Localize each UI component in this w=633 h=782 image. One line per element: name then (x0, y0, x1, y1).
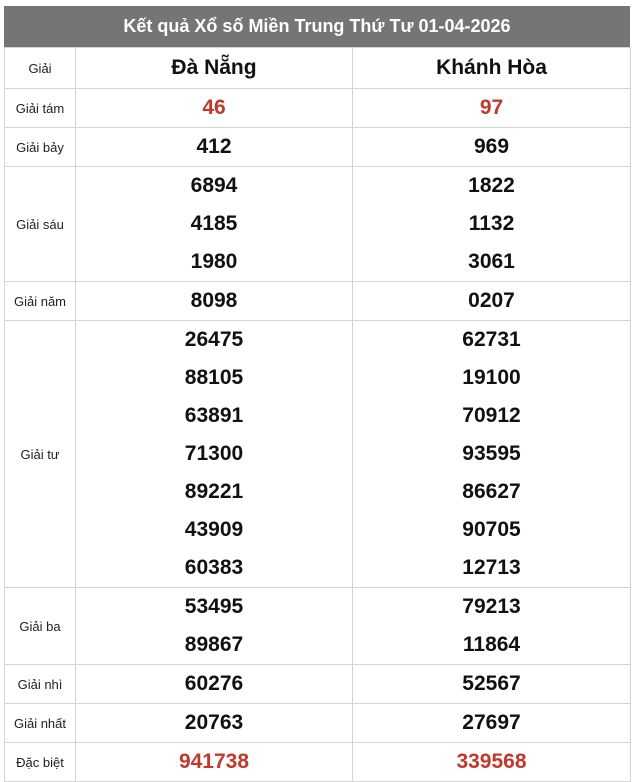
prize-number: 3061 (468, 250, 515, 273)
prize-row (5, 743, 631, 782)
prize-number: 46 (202, 96, 226, 119)
prize-number: 12713 (462, 556, 521, 579)
prize-number: 93595 (462, 442, 521, 465)
da-nang-results-cell (76, 588, 353, 665)
prize-row (5, 167, 631, 282)
da-nang-results-cell (76, 704, 353, 743)
table-header-row (5, 48, 631, 89)
prize-number: 4185 (190, 212, 238, 235)
prize-number: 969 (473, 135, 510, 158)
prize-number: 27697 (462, 711, 521, 734)
prize-number: 89221 (184, 480, 244, 503)
prize-label: Giải tám (5, 89, 76, 128)
prize-row (5, 128, 631, 167)
da-nang-results-cell (76, 282, 353, 321)
prize-number: 53495 (184, 595, 244, 618)
prize-label: Giải ba (5, 588, 76, 665)
prize-row (5, 704, 631, 743)
da-nang-results-cell (76, 128, 353, 167)
prize-number: 43909 (184, 518, 244, 541)
prize-number: 52567 (462, 672, 521, 695)
da-nang-results-cell (76, 89, 353, 128)
results-body (5, 89, 631, 782)
prize-number: 1822 (468, 174, 515, 197)
khanh-hoa-results-cell (353, 321, 631, 588)
prize-label: Giải tư (5, 321, 76, 588)
prize-number: 0207 (468, 289, 515, 312)
prize-number: 60276 (184, 672, 244, 695)
results-panel (4, 6, 630, 782)
prize-number: 1132 (468, 212, 515, 235)
prize-number: 19100 (462, 366, 521, 389)
prize-number: 26475 (184, 328, 244, 351)
prize-number: 339568 (456, 750, 527, 773)
prize-column-header: Giải (5, 48, 76, 89)
prize-number: 89867 (184, 633, 244, 656)
prize-number: 412 (196, 135, 232, 158)
prize-label: Giải bảy (5, 128, 76, 167)
prize-number: 79213 (462, 595, 521, 618)
khanh-hoa-results-cell (353, 588, 631, 665)
khanh-hoa-results-cell (353, 282, 631, 321)
prize-number: 6894 (190, 174, 238, 197)
prize-row (5, 665, 631, 704)
da-nang-results-cell (76, 665, 353, 704)
prize-number: 71300 (184, 442, 244, 465)
prize-label: Giải năm (5, 282, 76, 321)
prize-number: 90705 (462, 518, 521, 541)
khanh-hoa-results-cell (353, 128, 631, 167)
da-nang-results-cell (76, 743, 353, 782)
prize-number: 86627 (462, 480, 521, 503)
khanh-hoa-results-cell (353, 167, 631, 282)
prize-label: Giải nhất (5, 704, 76, 743)
prize-label: Đặc biệt (5, 743, 76, 782)
results-table (4, 47, 631, 782)
prize-number: 60383 (184, 556, 244, 579)
results-title: Kết quả Xổ số Miền Trung Thứ Tư 01-04-2026 (4, 6, 630, 47)
khanh-hoa-results-cell (353, 665, 631, 704)
khanh-hoa-results-cell (353, 89, 631, 128)
prize-number: 88105 (184, 366, 244, 389)
khanh-hoa-results-cell (353, 743, 631, 782)
prize-number: 8098 (190, 289, 238, 312)
province-header-da-nang: Đà Nẵng (76, 48, 353, 89)
prize-row (5, 321, 631, 588)
prize-number: 11864 (462, 633, 521, 656)
prize-number: 97 (479, 96, 504, 119)
prize-number: 1980 (190, 250, 238, 273)
prize-number: 62731 (462, 328, 521, 351)
prize-row (5, 588, 631, 665)
prize-label: Giải nhì (5, 665, 76, 704)
khanh-hoa-results-cell (353, 704, 631, 743)
da-nang-results-cell (76, 321, 353, 588)
prize-row (5, 89, 631, 128)
prize-number: 70912 (462, 404, 521, 427)
province-header-khanh-hoa: Khánh Hòa (353, 48, 631, 89)
prize-number: 941738 (178, 750, 250, 773)
da-nang-results-cell (76, 167, 353, 282)
prize-row (5, 282, 631, 321)
prize-number: 63891 (184, 404, 244, 427)
prize-number: 20763 (184, 711, 244, 734)
prize-label: Giải sáu (5, 167, 76, 282)
